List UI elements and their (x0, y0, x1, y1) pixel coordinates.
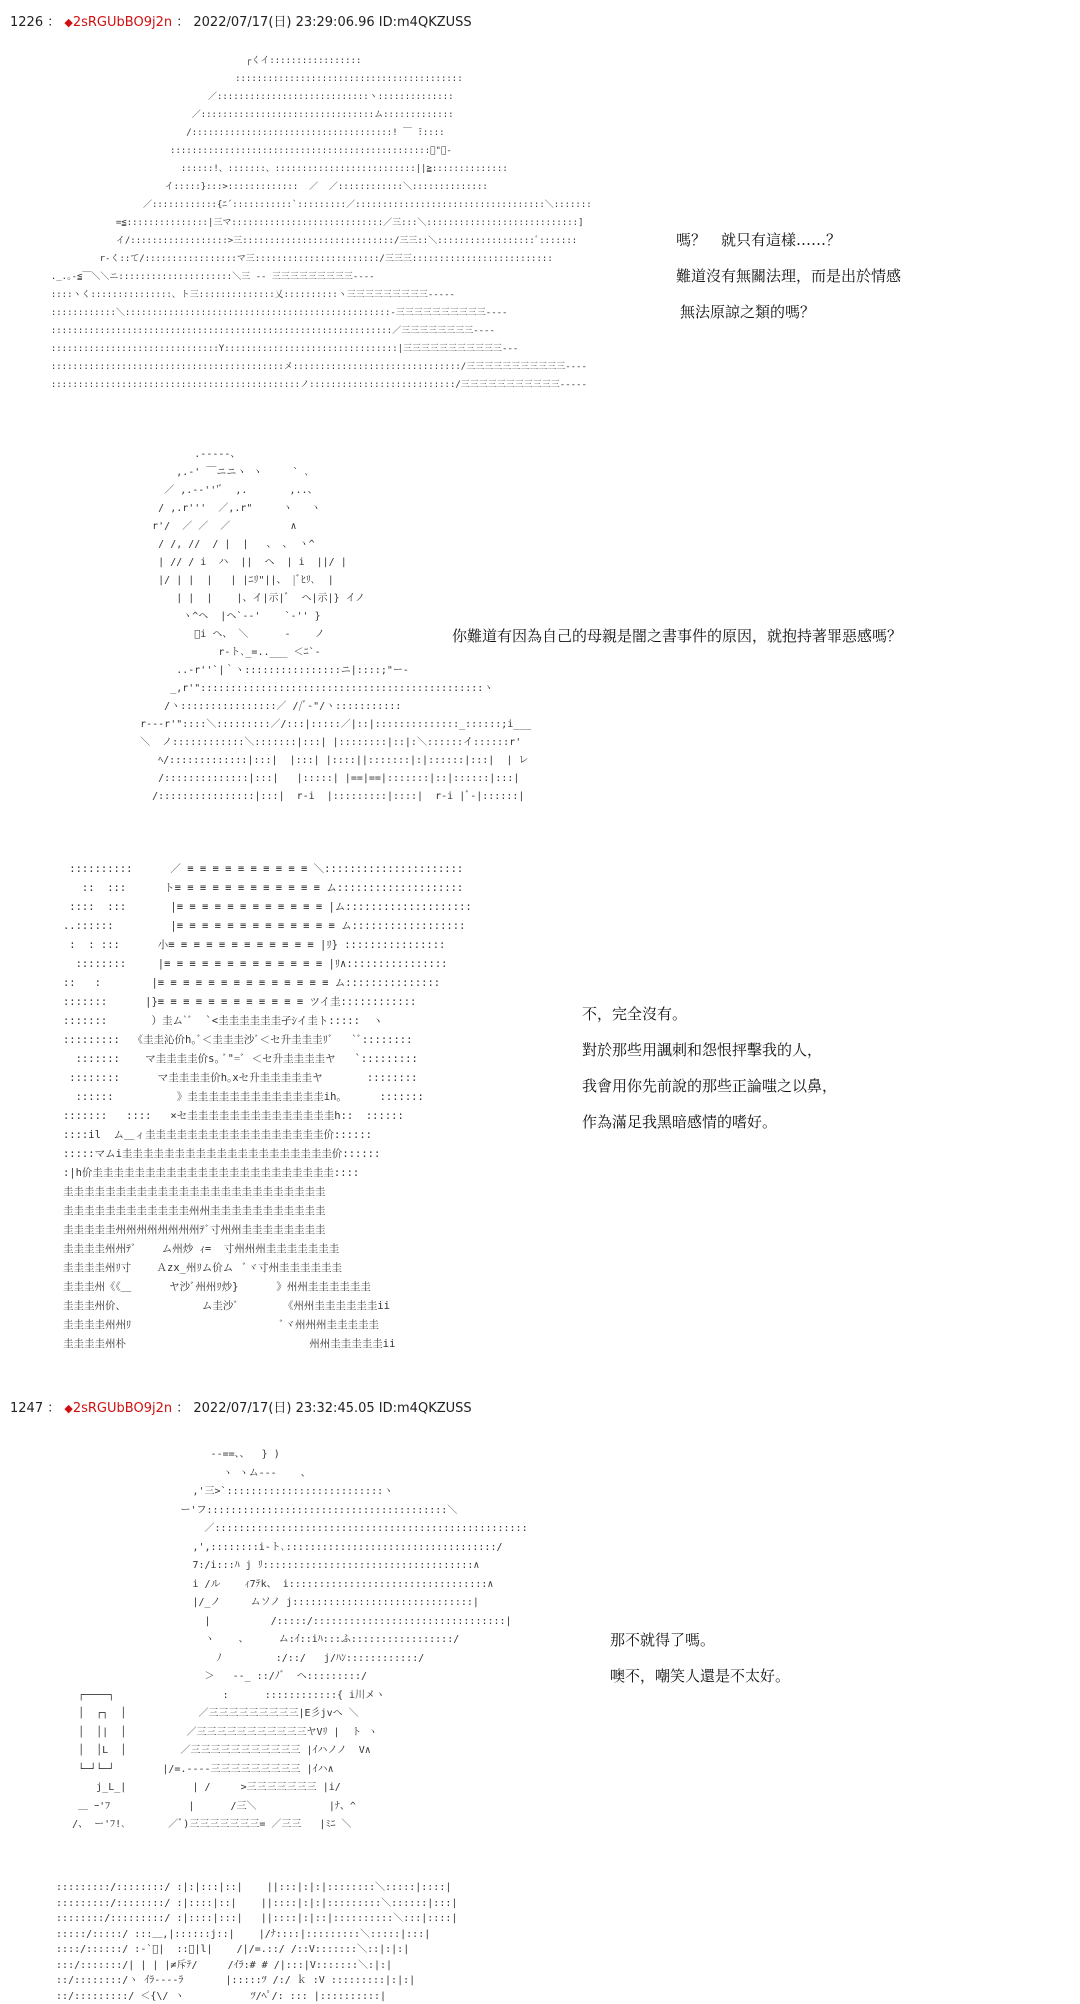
ascii-art-character-with-cup: ‐‐==、、 } ) ヽ ヽム‐‐‐ 、 ,'三>`::::::::::::::::::::::::::ヽ ー'フ::::::::::::::::::::::::::::::::::::::::＼ ／:::::::::::::::::::::::::::::::::::::::::::::::::::: ,',::::::::i‐ト､:::::::::::::::::::::::::::::::::::/ 7:/i:::ﾊ j ﾘ:::::::::::::::::::::::::::::::::::∧ i /ル ｨ7ﾃk、 i:::::::::::::::::::::::::::::::::∧ |/_ノ ムソノ j::::::::::::::::::::::::::::::| | /:::::/::::::::::::::::::::::::::::::::| ヽ 、 ム:ｲ::iﾊ:::ふ:::::::::::::::::/ ﾉ :/::/ j/ﾊﾝ::::::::::::/ ＞ ‐‐_ ::/ﾉﾞ ヘ:::::::::/ ┌────┐ : ::::::::::::{ i川メヽ │ ┌┐ │ ／三三三三三三三三三|E彡jvヘ ＼ │ │| │ ／三三三三三三三三三三三ヤVﾘ | ト ヽ │ │L │ ／三三三三三三三三三三三 |ｲハノノ V∧ └─┘└─┘ |/=.‐‐‐‐三三三三三三三三三 |ｲハ∧ j_L_| | / >三三三三三三三 |i/ ＿ ｰ'ﾌ | /三＼ |ﾅ、^ /、 ー'ﾌ!､ ／ﾞ)三三三三三三三= ／三三 |ﾐﾆ ＼ (72, 1449, 528, 1830)
post-trip[interactable]: 2sRGUbBO9j2n (72, 1401, 173, 1416)
ascii-art-back-figure: :::::::::: ／ ≡ ≡ ≡ ≡ ≡ ≡ ≡ ≡ ≡ ≡ ＼:::::::::::::::::::::: :: ::: ト≡ ≡ ≡ ≡ ≡ ≡ ≡ ≡ ≡ ≡ ≡ ≡ ム:::::::::::::::::::: :::: ::: |≡ ≡ ≡ ≡ ≡ ≡ ≡ ≡ ≡ ≡ ≡ ≡ |ム:::::::::::::::::::: ..:::::: |≡ ≡ ≡ ≡ ≡ ≡ ≡ ≡ ≡ ≡ ≡ ≡ ≡ ム:::::::::::::::::: : : ::: 小≡ ≡ ≡ ≡ ≡ ≡ ≡ ≡ ≡ ≡ ≡ ≡ |ﾘ} :::::::::::::::: :::::::: |≡ ≡ ≡ ≡ ≡ ≡ ≡ ≡ ≡ ≡ ≡ ≡ ≡ |ﾘ∧:::::::::::::::: :: : |≡ ≡ ≡ ≡ ≡ ≡ ≡ ≡ ≡ ≡ ≡ ≡ ≡ ≡ ム::::::::::::::: ::::::: |}≡ ≡ ≡ ≡ ≡ ≡ ≡ ≡ ≡ ≡ ≡ ≡ ツイ圭:::::::::::: ::::::: ）圭ム`ﾞ `<圭圭圭圭圭圭孑ｼイ圭ト::::: ヽ ::::::::: 《圭圭沁价h｡ﾞ＜圭圭圭沙ﾞ＜セ升圭圭圭ﾘﾞ `ﾞ:::::::: ::::::: マ圭圭圭圭价s｡ ﾞ"=ﾞ ＜セ升圭圭圭圭ヤ `::::::::: :::::::: マ圭圭圭圭价h｡xセ升圭圭圭圭圭ヤ :::::::: :::::: 》圭圭圭圭圭圭圭圭圭圭圭圭圭ih｡ ::::::: ::::::: :::: ×セ圭圭圭圭圭圭圭圭圭圭圭圭圭圭h:: :::::: ::::il ム＿ィ圭圭圭圭圭圭圭圭圭圭圭圭圭圭圭圭圭价:::::: :::::マムi圭圭圭圭圭圭圭圭圭圭圭圭圭圭圭圭圭圭圭圭价:::::: :|h价圭圭圭圭圭圭圭圭圭圭圭圭圭圭圭圭圭圭圭圭圭圭圭:::: 圭圭圭圭圭圭圭圭圭圭圭圭圭圭圭圭圭圭圭圭圭圭圭圭圭 圭圭圭圭圭圭圭圭圭圭圭圭州州圭圭圭圭圭圭圭圭圭圭圭 圭圭圭圭圭州州州州州州州州ﾃﾞ寸州州圭圭圭圭圭圭圭圭 圭圭圭圭州州ﾃﾞ ム州炒 ｨ= 寸州州州圭圭圭圭圭圭圭 圭圭圭圭州ﾘ寸 Ａzx_州ﾘム价ム ﾞヾ寸州圭圭圭圭圭圭 圭圭圭州《《＿ ヤ沙ﾞ州州ﾘ炒} 》州州圭圭圭圭圭圭 圭圭圭州价、 ム圭沙ﾞ 《州州圭圭圭圭圭圭ii 圭圭圭圭州州ﾘ ﾞヾ州州州圭圭圭圭圭 圭圭圭圭州朴 州州圭圭圭圭圭ii (62, 863, 472, 1350)
ascii-art-arm: ┌くイ::::::::::::::::: :::::::::::::::::::::::::::::::::::::::::: ／::::::::::::::::::::::::::::ヽ:::::::::::::: ／::::::::::::::::::::::::::::::::ム::::::::::::: /:::::::::::::::::::::::::::::::::::::! ￣ ̄::::: ::::::::::::::::::::::::::::::::::::::::::::::::ﾞ"ー- ::::::!、:::::::、::::::::::::::::::::::::::||≧:::::::::::::: イ:::::}:::>::::::::::::: ／ ／::::::::::::＼:::::::::::::: ／::::::::::::{ﾆ´:::::::::::`:::::::::／:::::::::::::::::::::::::::::::::::＼::::::: =≦:::::::::::::::|三マ::::::::::::::::::::::::::::／三:::＼::::::::::::::::::::::::::::] イ/::::::::::::::::::>三::::::::::::::::::::::::::::/三三::＼::::::::::::::::::ﾞ::::::: r‐く::て/:::::::::::::::::マ三:::::::::::::::::::::::/三三三:::::::::::::::::::::::::: ._.｡-≦￣＼＼ニ:::::::::::::::::::::＼三 -‐ 三三三三三三三三三---- ::::ヽく:::::::::::::::、ト三::::::::::::::乂::::::::::ヽ三三三三三三三三三----- ::::::::::::＼:::::::::::::::::::::::::::::::::::::::::::::::::-三三三三三三三三三三---- :::::::::::::::::::::::::::::::::::::::::::::::::::::::::::::::／三三三三三三三三---- :::::::::::::::::::::::::::::::Y::::::::::::::::::::::::::::::::|三三三三三三三三三三三--- :::::::::::::::::::::::::::::::::::::::::::メ:::::::::::::::::::::::::::::::/三三三三三三三三三三三---- ::::::::::::::::::::::::::::::::::::::::::::::ノ:::::::::::::::::::::::::::/三三三三三三三三三三三----- (50, 56, 592, 390)
post-colon: ： (176, 15, 190, 30)
post-colon: ： (47, 15, 61, 30)
post-datetime: 2022/07/17(日) 23:32:45.05 (193, 1401, 375, 1416)
dialogue-block-3 (582, 996, 837, 1140)
dialogue-line: 嗎？ 就只有這樣……？ (676, 231, 842, 249)
dialogue-line: 對於那些用諷刺和怨恨抨擊我的人， (582, 1041, 823, 1059)
dialogue-line: 無法原諒之類的嗎？ (680, 303, 816, 321)
dialogue-line: 作為滿足我黑暗感情的嗜好。 (582, 1113, 778, 1131)
post-number: 1247 (10, 1401, 44, 1416)
dialogue-line: 不，完全沒有。 (582, 1005, 688, 1023)
post-header-1226 (10, 14, 472, 32)
post-id[interactable]: ID:m4QKZUSS (378, 15, 472, 30)
post-trip[interactable]: 2sRGUbBO9j2n (72, 15, 173, 30)
post-number: 1226 (10, 15, 44, 30)
post-header-1247 (10, 1400, 472, 1418)
dialogue-line: 難道沒有無關法理，而是出於情感 (676, 267, 902, 285)
dialogue-line: 我會用你先前說的那些正論嗤之以鼻， (582, 1077, 838, 1095)
dialogue-block-1 (676, 222, 901, 330)
post-colon: ： (176, 1401, 190, 1416)
trip-diamond-icon: ◆ (64, 16, 73, 29)
dialogue-line: 噢不，嘲笑人還是不太好。 (610, 1667, 791, 1685)
trip-diamond-icon: ◆ (64, 1402, 73, 1415)
dialogue-block-4 (610, 1622, 790, 1694)
post-id[interactable]: ID:m4QKZUSS (378, 1401, 472, 1416)
post-datetime: 2022/07/17(日) 23:29:06.96 (193, 15, 375, 30)
dialogue-block-2 (452, 618, 902, 654)
ascii-art-partial-figure: :::::::::/::::::::/ :|:|:::|::| ||:::|:|:|::::::::＼:::::|::::| :::::::::/::::::::/ :|::::|::| ||::::|:|:|:::::::::＼::::::|:::| ::::::::/:::::::::/ :|::::|:::| ||::::|:|::|::::::::::＼:::|::::| :::::/:::::/ :::＿,|::::::j::| |/ﾅ::::|:::::::::＼:::::|:::| ::::/::::::/ :‐`ﾞ| ::＼|l| /|/=.::/ /::V:::::::＼::|:|:| :::/:::::::/| | | |≠斥ﾃ/ /ｲﾗ:# # /|:::|V:::::::＼:|:| ::/::::::::/ヽ ｲﾗ----ﾗ |:::::ﾂ /:/ ｋ :V :::::::::|:|:| ::/:::::::::/ ＜{\/ ヽ ﾂ/ﾍﾟ/: ::: |::::::::::| (56, 1882, 458, 2002)
post-colon: ： (47, 1401, 61, 1416)
dialogue-line: 你難道有因為自己的母親是闇之書事件的原因，就抱持著罪惡感嗎？ (452, 627, 903, 645)
ascii-art-character: .-‐---、 ,.-' ￣ニニヽ ヽ ` ､ ／ ,.-‐'''ﾞ ,. ,..、 / ,.r''' ／,.r" ヽ ヽ r'/ ／ ／ ／ ∧ / /, // / | | 、 、 ヽ^ | // / i ハ || ヘ | i ||/ | |/ | | | | |ﾆﾘ"||、 |ﾞﾋﾘ､ | | | | |、イ|示|ﾞ ヘ|示|} イノ ヽ^ヘ |ヘ`‐‐' `‐'' } ﾞi ヘ、 ＼ - ノ r‐ト､_=..___ ＜ﾆ`- ..-r''`|｀ヽ::::::::::::::::ニ|::::;"ー- _,r'":::::::::::::::::::::::::::::::::::::::::::::::ヽ /ヽ::::::::::::::::／ //ﾞ-"/ヽ::::::::::: r‐‐-r'"::::＼:::::::::／/:::|:::::／|::|::::::::::::::_::::::;i___ ＼ ノ::::::::::::＼:::::::|:::| |::::::::|::|:＼::::::イ::::::r' ﾍ/:::::::::::::|:::| |:::| |::::||:::::::|:|::::::|:::| | レ /::::::::::::::|:::| |:::::| |==|==|:::::::|::|::::::|:::| /::::::::::::::::|:::| r‐i |:::::::::|::::| r‐i |ﾞ-|::::::| (140, 449, 532, 802)
dialogue-line: 那不就得了嗎。 (610, 1631, 716, 1649)
